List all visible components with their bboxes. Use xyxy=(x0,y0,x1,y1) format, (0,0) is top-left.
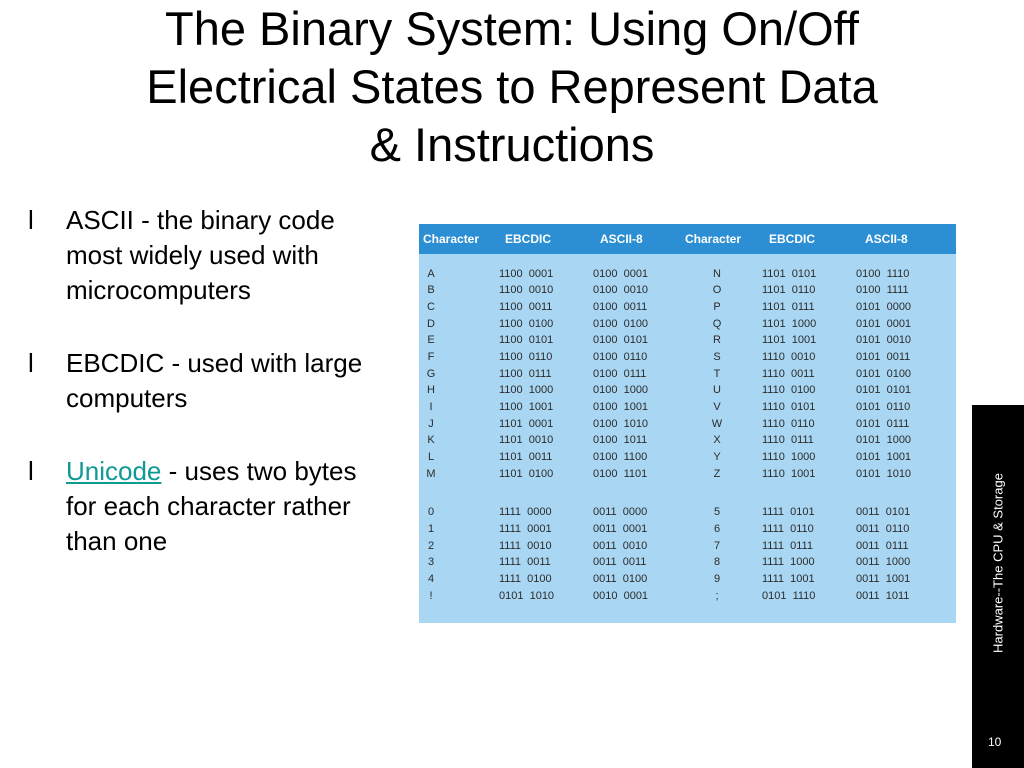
table-cell: Z xyxy=(713,468,721,480)
table-cell: 1111 1001 xyxy=(762,573,815,585)
table-cell: 1110 0010 xyxy=(762,351,816,363)
table-cell: 1101 0001 xyxy=(499,418,554,430)
table-cell: 0101 1010 xyxy=(499,590,555,602)
table-header-cell: EBCDIC xyxy=(769,232,816,246)
table-cell: 0101 0011 xyxy=(856,351,911,363)
table-cell: 1100 0110 xyxy=(499,351,553,363)
table-cell: 6 xyxy=(713,523,721,535)
table-cell: 1100 0101 xyxy=(499,334,554,346)
bullet-text: EBCDIC - used with large computers xyxy=(66,348,363,413)
table-cell: 1100 0100 xyxy=(499,318,554,330)
table-cell: 0100 1000 xyxy=(593,384,649,396)
table-cell: 0100 0100 xyxy=(593,318,649,330)
table-header-cell: Character xyxy=(423,232,480,246)
table-cell: 0011 1000 xyxy=(856,556,911,568)
table-cell: L xyxy=(427,451,435,463)
table-cell: 0100 1110 xyxy=(856,268,910,280)
table-cell: 1111 0001 xyxy=(499,523,552,535)
table-cell: 1100 0011 xyxy=(499,301,553,313)
table-cell: 1110 1001 xyxy=(762,468,816,480)
table-header-cell: EBCDIC xyxy=(505,232,552,246)
table-cell: K xyxy=(427,434,435,446)
table-cell: X xyxy=(713,434,721,446)
table-cell: 0101 1001 xyxy=(856,451,912,463)
table-cell: 0100 1100 xyxy=(593,451,648,463)
table-cell: V xyxy=(713,401,721,413)
table-cell: 0010 0001 xyxy=(593,590,649,602)
title-line: & Instructions xyxy=(369,118,655,171)
bullet-text: - uses two bytes for each character rather than one xyxy=(66,456,357,556)
table-cell: H xyxy=(427,384,435,396)
table-cell: N xyxy=(713,268,721,280)
table-header-cell: ASCII-8 xyxy=(600,232,643,246)
bullet-ebcdic xyxy=(28,346,388,416)
table-cell: 0100 1101 xyxy=(593,468,648,480)
table-cell: 1100 0111 xyxy=(499,368,552,380)
table-cell: 1101 0111 xyxy=(762,301,815,313)
title-line: The Binary System: Using On/Off xyxy=(165,2,859,55)
table-cell: 0101 0100 xyxy=(856,368,912,380)
code-table xyxy=(419,224,956,623)
page-number: 10 xyxy=(988,735,1002,749)
table-cell: 0100 1001 xyxy=(593,401,649,413)
table-cell: 1111 1000 xyxy=(762,556,815,568)
table-cell: 1101 0110 xyxy=(762,284,816,296)
table-cell: 0101 1110 xyxy=(762,590,816,602)
table-cell: 1111 0101 xyxy=(762,506,815,518)
table-cell: Q xyxy=(712,318,722,330)
table-cell: 0011 1001 xyxy=(856,573,911,585)
table-cell: W xyxy=(711,418,723,430)
table-cell: 1110 0101 xyxy=(762,401,816,413)
table-cell: 0011 0001 xyxy=(593,523,648,535)
unicode-link[interactable]: Unicode xyxy=(66,456,162,486)
table-cell: 0101 1010 xyxy=(856,468,912,480)
table-cell: 3 xyxy=(427,556,435,568)
table-cell: C xyxy=(427,301,435,313)
table-cell: 0 xyxy=(427,506,435,518)
table-cell: I xyxy=(429,401,433,413)
table-cell: 1110 0111 xyxy=(762,434,814,446)
table-cell: 0011 0111 xyxy=(856,540,909,552)
bullet-unicode xyxy=(28,454,388,559)
table-cell: G xyxy=(426,368,436,380)
table-cell: 1101 0010 xyxy=(499,434,554,446)
table-cell: ! xyxy=(429,590,433,602)
bullet-marker: l xyxy=(28,456,34,486)
table-cell: P xyxy=(713,301,721,313)
table-cell: 0100 1011 xyxy=(593,434,648,446)
table-cell: 1110 0011 xyxy=(762,368,815,380)
table-cell: 0011 0010 xyxy=(593,540,648,552)
table-cell: 0100 1010 xyxy=(593,418,649,430)
table-cell: ; xyxy=(715,590,719,602)
table-cell: 1100 1000 xyxy=(499,384,554,396)
table-cell: 1100 0001 xyxy=(499,268,554,280)
table-cell: 1101 1001 xyxy=(762,334,817,346)
table-cell: 1101 0011 xyxy=(499,451,553,463)
table-cell: 1111 0100 xyxy=(499,573,552,585)
table-cell: 5 xyxy=(713,506,721,518)
table-cell: 0101 0110 xyxy=(856,401,911,413)
table-cell: 0011 0110 xyxy=(856,523,910,535)
table-cell: T xyxy=(713,368,721,380)
table-cell: 0101 0001 xyxy=(856,318,912,330)
table-cell: 7 xyxy=(713,540,721,552)
table-cell: B xyxy=(427,284,435,296)
bullet-marker: l xyxy=(28,348,34,378)
table-cell: U xyxy=(713,384,721,396)
table-cell: M xyxy=(426,468,436,480)
table-cell: 4 xyxy=(427,573,435,585)
bullet-text: ASCII - the binary code most widely used with microcomputers xyxy=(66,205,335,305)
table-cell: 8 xyxy=(713,556,721,568)
table-cell: 0011 0000 xyxy=(593,506,648,518)
table-cell: 1101 0101 xyxy=(762,268,817,280)
table-cell: 0100 0001 xyxy=(593,268,649,280)
bullet-marker: l xyxy=(28,205,34,235)
table-cell: 1111 0111 xyxy=(762,540,813,552)
table-cell: 0101 0010 xyxy=(856,334,912,346)
table-cell: D xyxy=(427,318,435,330)
table-cell: A xyxy=(427,268,435,280)
table-cell: 1111 0110 xyxy=(762,523,814,535)
table-cell: 0101 0111 xyxy=(856,418,910,430)
table-cell: O xyxy=(712,284,722,296)
table-cell: 0100 1111 xyxy=(856,284,909,296)
table-cell: 1101 1000 xyxy=(762,318,817,330)
bullet-ascii xyxy=(28,203,388,308)
table-cell: 0100 0111 xyxy=(593,368,647,380)
table-cell: J xyxy=(428,418,434,430)
table-cell: 1110 0110 xyxy=(762,418,815,430)
table-cell: 0100 0011 xyxy=(593,301,648,313)
table-cell: 0100 0010 xyxy=(593,284,649,296)
table-cell: 1101 0100 xyxy=(499,468,554,480)
table-cell: 1 xyxy=(427,523,435,535)
sidebar-caption: Hardware--The CPU & Storage xyxy=(990,473,1006,653)
table-cell: 1100 0010 xyxy=(499,284,554,296)
table-cell: 1111 0011 xyxy=(499,556,551,568)
table-cell: 9 xyxy=(713,573,721,585)
table-cell: 0100 0110 xyxy=(593,351,648,363)
table-cell: S xyxy=(713,351,721,363)
bullet-list xyxy=(28,203,388,597)
table-cell: 0011 0100 xyxy=(593,573,648,585)
slide-title xyxy=(40,0,984,174)
table-cell: E xyxy=(427,334,435,346)
table-cell: 0011 1011 xyxy=(856,590,910,602)
table-cell: 1100 1001 xyxy=(499,401,554,413)
table-cell: 0101 1000 xyxy=(856,434,912,446)
table-header-cell: Character xyxy=(685,232,742,246)
table-cell: Y xyxy=(713,451,721,463)
table-cell: 1110 1000 xyxy=(762,451,816,463)
table-cell: 0100 0101 xyxy=(593,334,649,346)
table-cell: 0011 0011 xyxy=(593,556,647,568)
table-cell: 0011 0101 xyxy=(856,506,911,518)
table-cell: F xyxy=(427,351,435,363)
table-cell: 1110 0100 xyxy=(762,384,816,396)
table-cell: 0101 0101 xyxy=(856,384,912,396)
table-cell: 2 xyxy=(427,540,435,552)
table-cell: 1111 0010 xyxy=(499,540,552,552)
table-cell: R xyxy=(713,334,721,346)
table-header xyxy=(419,224,956,254)
title-line: Electrical States to Represent Data xyxy=(146,60,878,113)
table-header-cell: ASCII-8 xyxy=(865,232,908,246)
table-cell: 0101 0000 xyxy=(856,301,912,313)
table-cell: 1111 0000 xyxy=(499,506,552,518)
